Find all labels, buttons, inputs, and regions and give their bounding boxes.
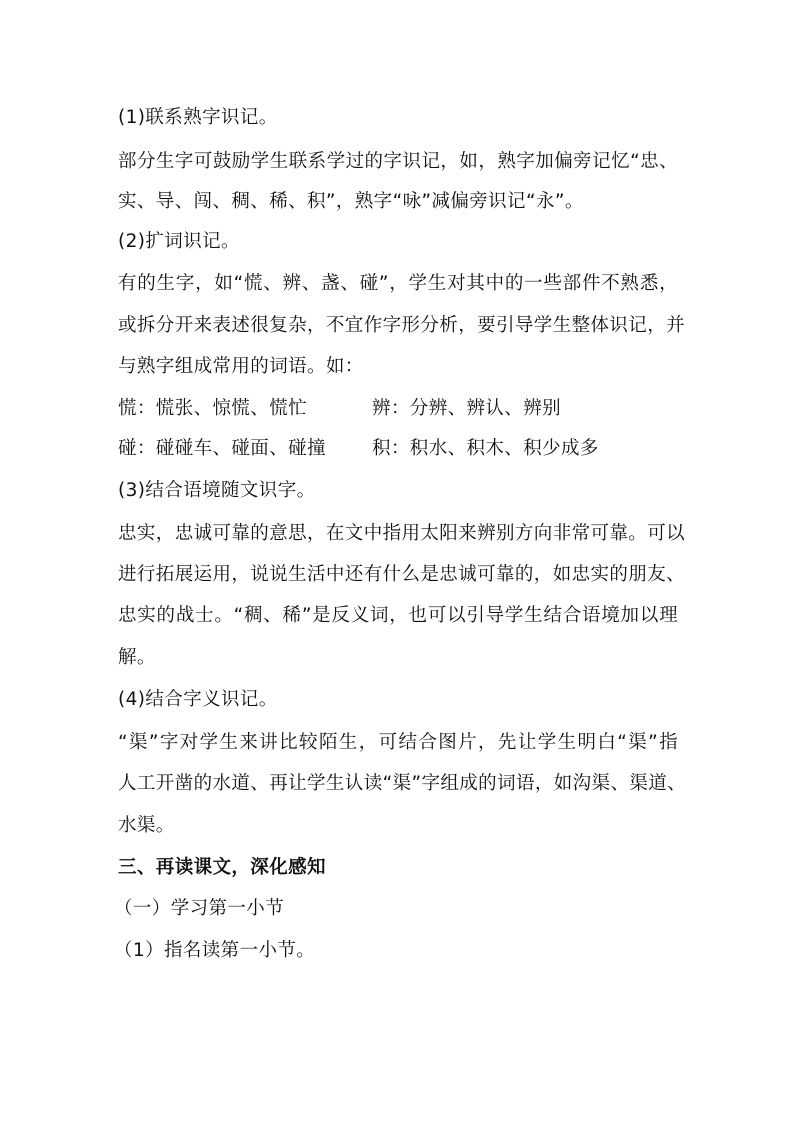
paragraph-line: 忠实的战士。“稠、稀”是反义词，也可以引导学生结合语境加以理 — [118, 605, 678, 626]
paragraph-line: 水渠。 — [118, 815, 175, 836]
paragraph-line: 或拆分开来表述很复杂，不宜作字形分析，要引导学生整体识记，并 — [118, 315, 686, 336]
word-group: 碰：碰碰车、碰面、碰撞 — [118, 438, 326, 459]
paragraph-line: 与熟字组成常用的词语。如： — [118, 356, 364, 377]
word-group: 积：积水、积木、积少成多 — [372, 438, 599, 459]
paragraph-line: 实、导、闯、稠、稀、积”，熟字“咏”减偏旁识记“永”。 — [118, 191, 584, 212]
word-group: 慌：慌张、惊慌、慌忙 — [118, 398, 308, 419]
paragraph-line: 进行拓展运用，说说生活中还有什么是忠诚可靠的，如忠实的朋友、 — [118, 564, 686, 585]
paragraph-line: 部分生字可鼓励学生联系学过的字识记，如，熟字加偏旁记忆“忠、 — [118, 151, 678, 172]
paragraph-line: 有的生字，如“慌、辨、盏、碰”，学生对其中的一些部件不熟悉， — [118, 273, 678, 294]
sub-heading: （一）学习第一小节 — [114, 898, 285, 919]
paragraph-line: “渠”字对学生来讲比较陌生，可结合图片，先让学生明白“渠”指 — [118, 732, 678, 753]
word-group: 辨：分辨、辨认、辨别 — [372, 398, 562, 419]
item-heading-4: (4)结合字义识记。 — [118, 689, 278, 710]
item-heading-3: (3)结合语境随文识字。 — [118, 480, 316, 501]
paragraph-line: 人工开凿的水道、再让学生认读“渠”字组成的词语，如沟渠、渠道、 — [118, 773, 687, 794]
item-heading-2: (2)扩词识记。 — [118, 231, 240, 252]
paragraph-line: 忠实，忠诚可靠的意思，在文中指用太阳来辨别方向非常可靠。可以 — [118, 523, 686, 544]
section-heading: 三、再读课文，深化感知 — [118, 857, 326, 878]
item-heading-1: (1)联系熟字识记。 — [118, 107, 278, 128]
paragraph-line: 解。 — [118, 647, 156, 668]
list-item: （1）指名读第一小节。 — [114, 940, 316, 961]
